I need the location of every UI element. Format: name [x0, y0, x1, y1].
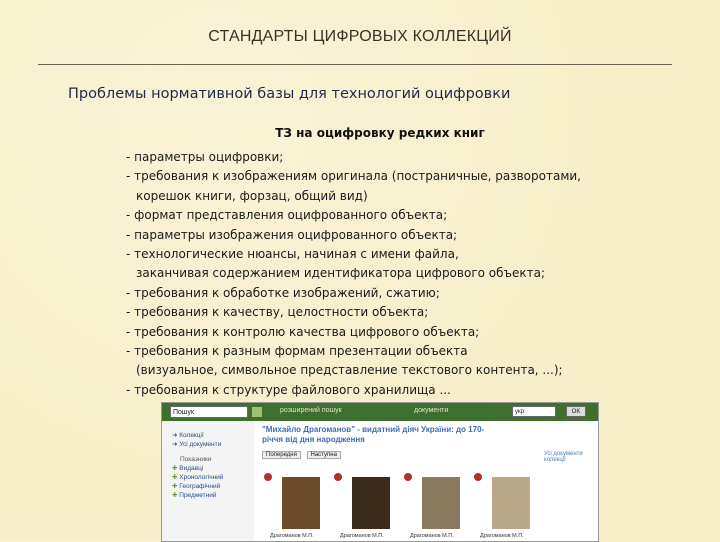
requirement-line: (визуальное, символьное представление текстового контента, ...); [136, 363, 563, 378]
sidebar-heading: Показники [180, 456, 212, 463]
requirement-line: - формат представления оцифрованного объекта; [126, 208, 448, 223]
arrow-icon: ➜ [172, 432, 180, 439]
requirement-line: - параметры оцифровки; [126, 150, 284, 164]
requirements-list [126, 148, 666, 400]
title-divider [38, 64, 672, 65]
advanced-search-link[interactable]: розширений пошук [280, 407, 342, 414]
book-caption: Драгоманов М.П. [410, 533, 454, 539]
requirement-line: - требования к разным формам презентации объекта [126, 344, 468, 359]
screenshot-topbar [162, 403, 598, 421]
sidebar-facet[interactable]: ✚ Хронологічний [172, 474, 224, 481]
plus-icon: ✚ [172, 492, 180, 499]
requirement-line: - требования к контролю качества цифрового объекта; [126, 324, 480, 339]
documents-label: документи [414, 407, 449, 414]
requirement-line: - требования к структуре файлового хранилища ... [126, 382, 451, 397]
book-caption: Драгоманов М.П. [340, 533, 384, 539]
embedded-screenshot [161, 402, 599, 542]
sidebar-facet[interactable]: ✚ Предметний [172, 492, 217, 499]
sidebar-item-all-docs[interactable]: ➜ Усі документи [172, 441, 222, 448]
pdf-icon [334, 473, 342, 481]
book-cover[interactable] [282, 477, 320, 529]
collection-toolbar [262, 451, 345, 459]
plus-icon: ✚ [172, 483, 180, 490]
sidebar-facet[interactable]: ✚ Видавці [172, 465, 204, 472]
book-cover[interactable] [352, 477, 390, 529]
book-item[interactable] [332, 467, 398, 542]
slide-subtitle: Проблемы нормативной базы для технологий оцифровки [68, 86, 511, 102]
language-select[interactable]: укр [512, 406, 556, 417]
requirement-line: заканчивая содержанием идентификатора цифрового объекта; [136, 266, 546, 281]
prev-button[interactable]: Попередня [262, 451, 301, 459]
book-item[interactable] [472, 467, 538, 542]
books-row [258, 467, 598, 542]
next-button[interactable]: Наступна [307, 451, 341, 459]
search-input[interactable]: Пошук [170, 406, 248, 418]
book-caption: Драгоманов М.П. [270, 533, 314, 539]
arrow-icon: ➜ [172, 441, 180, 448]
slide-title: СТАНДАРТЫ ЦИФРОВЫХ КОЛЛЕКЦИЙ [208, 28, 512, 45]
requirement-line: - требования к обработке изображений, сжатию; [126, 285, 440, 300]
book-caption: Драгоманов М.П. [480, 533, 524, 539]
pdf-icon [474, 473, 482, 481]
book-cover[interactable] [422, 477, 460, 529]
plus-icon: ✚ [172, 474, 180, 481]
collection-title: "Михайло Драгоманов" - видатний діяч України: до 170-річчя від дня народження [262, 425, 485, 444]
pdf-icon [264, 473, 272, 481]
plus-icon: ✚ [172, 465, 180, 472]
document-heading: ТЗ на оцифровку редких книг [275, 126, 485, 140]
requirement-line: - параметры изображения оцифрованного объекта; [126, 227, 458, 242]
requirement-line: - технологические нюансы, начиная с имени файла, [126, 247, 459, 262]
screenshot-sidebar [162, 421, 254, 541]
book-item[interactable] [402, 467, 468, 542]
book-cover[interactable] [492, 477, 530, 529]
requirement-line: корешок книги, форзац, общий вид) [136, 188, 368, 203]
book-item[interactable] [262, 467, 328, 542]
sidebar-facet[interactable]: ✚ Географічний [172, 483, 221, 490]
all-collection-docs-link[interactable]: Усі документи колекції [544, 451, 583, 463]
requirement-line: - требования к качеству, целостности объекта; [126, 305, 429, 320]
pdf-icon [404, 473, 412, 481]
requirement-line: - требования к изображениям оригинала (постраничные, разворотами, [126, 169, 581, 184]
ok-button[interactable]: OK [566, 406, 586, 417]
screenshot-main [258, 421, 598, 541]
sidebar-item-collections[interactable]: ➜ Колекції [172, 432, 204, 439]
search-go-icon[interactable] [252, 407, 262, 417]
